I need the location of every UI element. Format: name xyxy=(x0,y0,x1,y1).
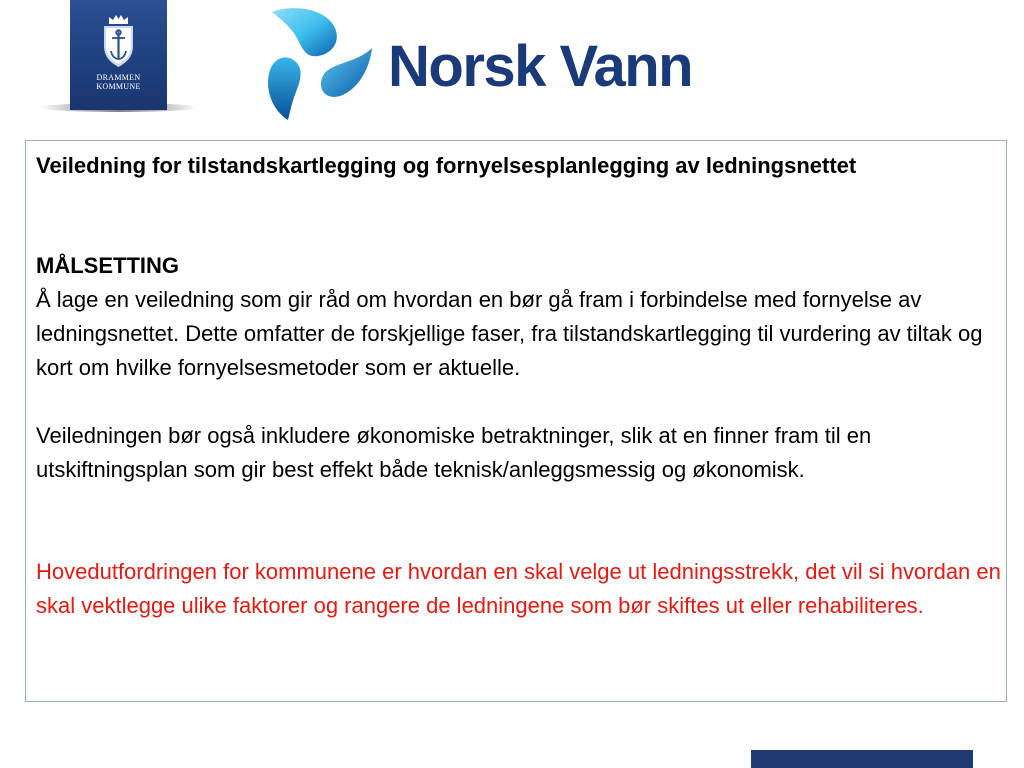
content-box xyxy=(25,140,1007,702)
main-challenge-text: Hovedutfordringen for kommunene er hvordan en skal velge ut ledningsstrekk, det vil si hvordan en skal vektlegge ulike faktorer og rangere de ledningene som bør skiftes ut eller rehabiliteres. xyxy=(36,559,1001,618)
paragraph-goal: Å lage en veiledning som gir råd om hvordan en bør gå fram i forbindelse med fornyelse av ledningsnettet. Dette omfatter de forskjellige faser, fra tilstandskartlegging til vurdering av tiltak og kort om hvilke fornyelsesmetoder som er aktuelle. xyxy=(36,287,983,380)
drammen-crest-icon xyxy=(100,14,137,68)
norsk-vann-wordmark: Norsk Vann xyxy=(388,34,693,99)
drammen-kommune-logo xyxy=(70,0,167,110)
footer-bar xyxy=(751,750,973,768)
section-heading: MÅLSETTING xyxy=(36,253,179,278)
norsk-vann-drop-icon xyxy=(262,6,374,122)
document-title: Veiledning for tilstandskartlegging og fornyelsesplanlegging av ledningsnettet xyxy=(36,153,857,178)
drammen-name-line2: KOMMUNE xyxy=(96,82,141,91)
paragraph-economics: Veiledningen bør også inkludere økonomiske betraktninger, slik at en finner fram til en utskiftningsplan som gir best effekt både teknisk/anleggsmessig og økonomisk. xyxy=(36,423,872,482)
drammen-name-line1: DRAMMEN xyxy=(96,73,141,82)
